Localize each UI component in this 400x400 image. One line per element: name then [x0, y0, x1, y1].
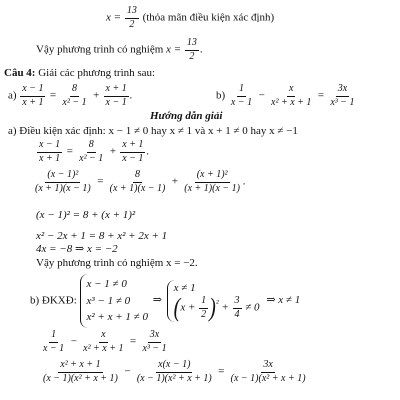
- problem-b: [216, 84, 358, 108]
- text: ≠ 0: [245, 301, 260, 314]
- den: 4: [234, 308, 240, 320]
- fraction: [182, 170, 242, 194]
- fraction: [328, 84, 356, 108]
- num: (x − 1)²: [45, 170, 80, 183]
- b-condition: [30, 274, 300, 328]
- fraction: [108, 170, 168, 194]
- question-4: [4, 68, 155, 79]
- num: 3x: [261, 360, 274, 373]
- line-conclusion-1: [36, 38, 203, 62]
- a-step-4: x² − 2x + 1 = 8 + x² + 2x + 1: [36, 230, 168, 242]
- a-condition: a) Điều kiện xác định: x − 1 ≠ 0 hay x ≠ 1 và x + 1 ≠ 0 hay x ≠ −1: [8, 125, 298, 137]
- fraction: [120, 140, 145, 164]
- fraction: [269, 84, 313, 108]
- op: =: [317, 89, 325, 102]
- num: x: [99, 330, 107, 343]
- cond: x³ − 1 ≠ 0: [86, 294, 131, 307]
- op: −: [123, 365, 132, 378]
- den: x³ − 1: [142, 342, 167, 354]
- fraction: [20, 84, 45, 108]
- paren-open: (: [173, 293, 181, 323]
- fraction: [229, 360, 308, 384]
- op: +: [92, 89, 100, 102]
- num: x: [287, 84, 295, 97]
- den: (x − 1)(x² + x + 1): [230, 372, 306, 384]
- cond-square: [173, 293, 260, 323]
- b-step-1: [40, 330, 170, 354]
- den: 2: [129, 18, 135, 30]
- fraction: [233, 296, 242, 320]
- fraction: [125, 6, 139, 30]
- num: 1: [199, 296, 208, 309]
- a-conclusion: Vậy phương trình có nghiệm x = −2.: [36, 257, 198, 269]
- result: ⇒ x ≠ 1: [266, 294, 301, 307]
- num: 8: [133, 170, 142, 183]
- op: =: [65, 145, 74, 158]
- op: =: [96, 175, 104, 188]
- num: 1: [237, 84, 246, 97]
- den: (x + 1)(x − 1): [35, 182, 91, 194]
- op: −: [257, 89, 266, 102]
- num: 3: [233, 296, 242, 309]
- cond: x − 1 ≠ 0: [86, 278, 127, 290]
- paren-close: ): [209, 293, 216, 323]
- arrow: ⇒: [152, 294, 162, 307]
- system-2: [167, 280, 260, 323]
- fraction: [33, 170, 93, 194]
- label: a): [8, 89, 17, 102]
- op: −: [69, 335, 78, 348]
- fraction: [140, 330, 168, 354]
- den: 2: [201, 308, 207, 320]
- den: x + 1: [22, 96, 44, 108]
- num: 13: [185, 38, 199, 51]
- lhs: x =: [106, 11, 122, 24]
- label: Câu 4:: [4, 67, 36, 79]
- text: Vậy phương trình có nghiệm: [36, 43, 164, 56]
- text: Giải các phương trình sau:: [38, 67, 156, 79]
- den: x² + x + 1: [83, 342, 124, 354]
- op: =: [129, 335, 137, 348]
- b-step-2: [40, 360, 309, 384]
- num: x + 1: [104, 84, 129, 97]
- fraction: [229, 84, 254, 108]
- op: +: [221, 301, 229, 314]
- den: x − 1: [122, 152, 144, 164]
- den: (x − 1)(x² + x + 1): [43, 372, 118, 384]
- den: x − 1: [105, 96, 127, 108]
- label: b): [216, 89, 226, 102]
- a-step-3: (x − 1)² = 8 + (x + 1)²: [36, 209, 136, 221]
- den: x² − 1: [62, 96, 87, 108]
- fraction: [37, 140, 62, 164]
- den: x − 1: [43, 342, 65, 354]
- den: x³ − 1: [330, 96, 355, 108]
- fraction: [185, 38, 199, 62]
- fraction: [199, 296, 208, 320]
- num: x² + x + 1: [58, 360, 102, 373]
- line-solution-a: [106, 6, 274, 30]
- num: x(x − 1): [156, 360, 192, 373]
- num: x − 1: [37, 140, 62, 153]
- fraction: [77, 140, 105, 164]
- a-step-2: [32, 170, 246, 194]
- fraction: [135, 360, 214, 384]
- den: (x − 1)(x² + x + 1): [136, 372, 212, 384]
- cond: x² + x + 1 ≠ 0: [86, 311, 148, 323]
- fraction: [41, 330, 66, 354]
- fraction: [41, 360, 120, 384]
- num: 3x: [148, 330, 161, 343]
- num: 3x: [336, 84, 349, 97]
- den: (x + 1)(x − 1): [184, 182, 240, 194]
- label: b) ĐKXĐ:: [30, 294, 77, 307]
- num: x − 1: [20, 84, 45, 97]
- fraction: [81, 330, 125, 354]
- fraction: [60, 84, 88, 108]
- a-step-5: 4x = −8 ⇒ x = −2: [36, 243, 118, 255]
- num: 8: [70, 84, 79, 97]
- a-step-1: [36, 140, 149, 164]
- den: x² + x + 1: [271, 96, 312, 108]
- tail: .: [129, 89, 133, 102]
- text: x +: [180, 301, 196, 314]
- problem-a: [8, 84, 132, 108]
- num: 8: [87, 140, 96, 153]
- tail: .: [146, 145, 150, 158]
- num: x + 1: [120, 140, 145, 153]
- den: x + 1: [39, 152, 61, 164]
- tail: .: [199, 43, 203, 56]
- section-heading: Hướng dẫn giải: [150, 110, 223, 122]
- op: +: [109, 145, 117, 158]
- fraction: [104, 84, 129, 108]
- tail: .: [242, 175, 246, 188]
- exp: ²: [215, 297, 219, 308]
- den: (x + 1)(x − 1): [109, 182, 166, 194]
- num: 13: [125, 6, 139, 19]
- num: 1: [49, 330, 58, 343]
- lhs: x =: [166, 43, 182, 56]
- op: =: [49, 89, 57, 102]
- op: +: [171, 175, 179, 188]
- den: x − 1: [230, 96, 253, 108]
- system-1: [80, 274, 148, 328]
- den: x² − 1: [79, 152, 104, 164]
- num: (x + 1)²: [195, 170, 230, 183]
- op: =: [217, 365, 225, 378]
- den: 2: [189, 50, 195, 62]
- note: (thỏa mãn điều kiện xác định): [142, 11, 275, 24]
- cond: x ≠ 1: [173, 281, 196, 294]
